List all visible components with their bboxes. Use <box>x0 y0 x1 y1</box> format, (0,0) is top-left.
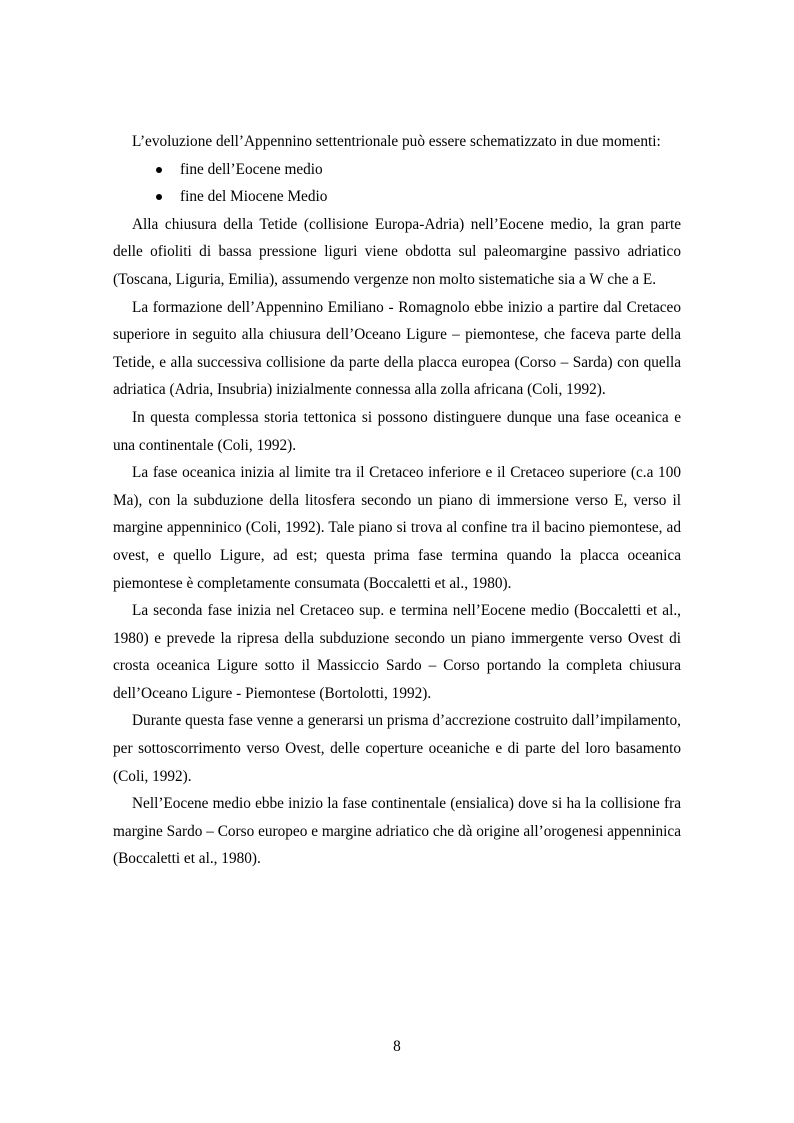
paragraph-fase-oceanica: La fase oceanica inizia al limite tra il Cretaceo inferiore e il Cretaceo superiore (c.a 100 Ma), con la subduzione della litosfera secondo un piano di immersione verso E, verso il margine appenninico (Coli, 1992). Tale piano si trova al confine tra il bacino piemontese, ad ovest, e quello Ligure, ad est; questa prima fase termina quando la placca oceanica piemontese è completamente consumata (Boccaletti et al., 1980). <box>113 464 681 592</box>
paragraph-prisma-accrezione: Durante questa fase venne a generarsi un prisma d’accrezione costruito dall’impilamento, per sottoscorrimento verso Ovest, delle coperture oceaniche e di parte del loro basamento (Coli, 1992). <box>113 712 681 785</box>
bullet-item-miocene <box>113 183 681 211</box>
bullet-text: fine dell’Eocene medio <box>180 160 323 178</box>
bullet-dot-icon <box>156 167 162 173</box>
bullet-item-eocene <box>113 156 681 184</box>
paragraph-formazione: La formazione dell’Appennino Emiliano - Romagnolo ebbe inizio a partire dal Cretaceo superiore in seguito alla chiusura dell’Oceano Ligure – piemontese, che faceva parte della Tetide, e alla successiva collisione da parte della placca europea (Corso – Sarda) con quella adriatica (Adria, Insubria) inizialmente connessa alla zolla africana (Coli, 1992). <box>113 298 681 399</box>
bullet-text: fine del Miocene Medio <box>180 188 328 206</box>
bullet-dot-icon <box>156 194 162 200</box>
page-number: 8 <box>393 1038 401 1055</box>
paragraph-seconda-fase: La seconda fase inizia nel Cretaceo sup. e termina nell’Eocene medio (Boccaletti et al., 1980) e prevede la ripresa della subduzione secondo un piano immergente verso Ovest di crosta oceanica Ligure sotto il Massiccio Sardo – Corso portando la completa chiusura dell’Oceano Ligure - Piemontese (Bortolotti, 1992). <box>113 602 681 702</box>
paragraph-tetide: Alla chiusura della Tetide (collisione Europa-Adria) nell’Eocene medio, la gran parte delle ofioliti di bassa pressione liguri viene obdotta sul paleomargine passivo adriatico (Toscana, Liguria, Emilia), assumendo vergenze non molto sistematiche sia a W che a E. <box>113 215 681 288</box>
bullet-list <box>113 156 681 211</box>
intro-paragraph: L’evoluzione dell’Appennino settentrionale può essere schematizzato in due momenti: <box>132 133 661 150</box>
paragraph-storia-tettonica: In questa complessa storia tettonica si possono distinguere dunque una fase oceanica e una continentale (Coli, 1992). <box>113 408 681 454</box>
paragraph-fase-continentale: Nell’Eocene medio ebbe inizio la fase continentale (ensialica) dove si ha la collisione fra margine Sardo – Corso europeo e margine adriatico che dà origine all’orogenesi appenninica (Boccaletti et al., 1980). <box>113 795 681 868</box>
page-body <box>113 128 681 873</box>
